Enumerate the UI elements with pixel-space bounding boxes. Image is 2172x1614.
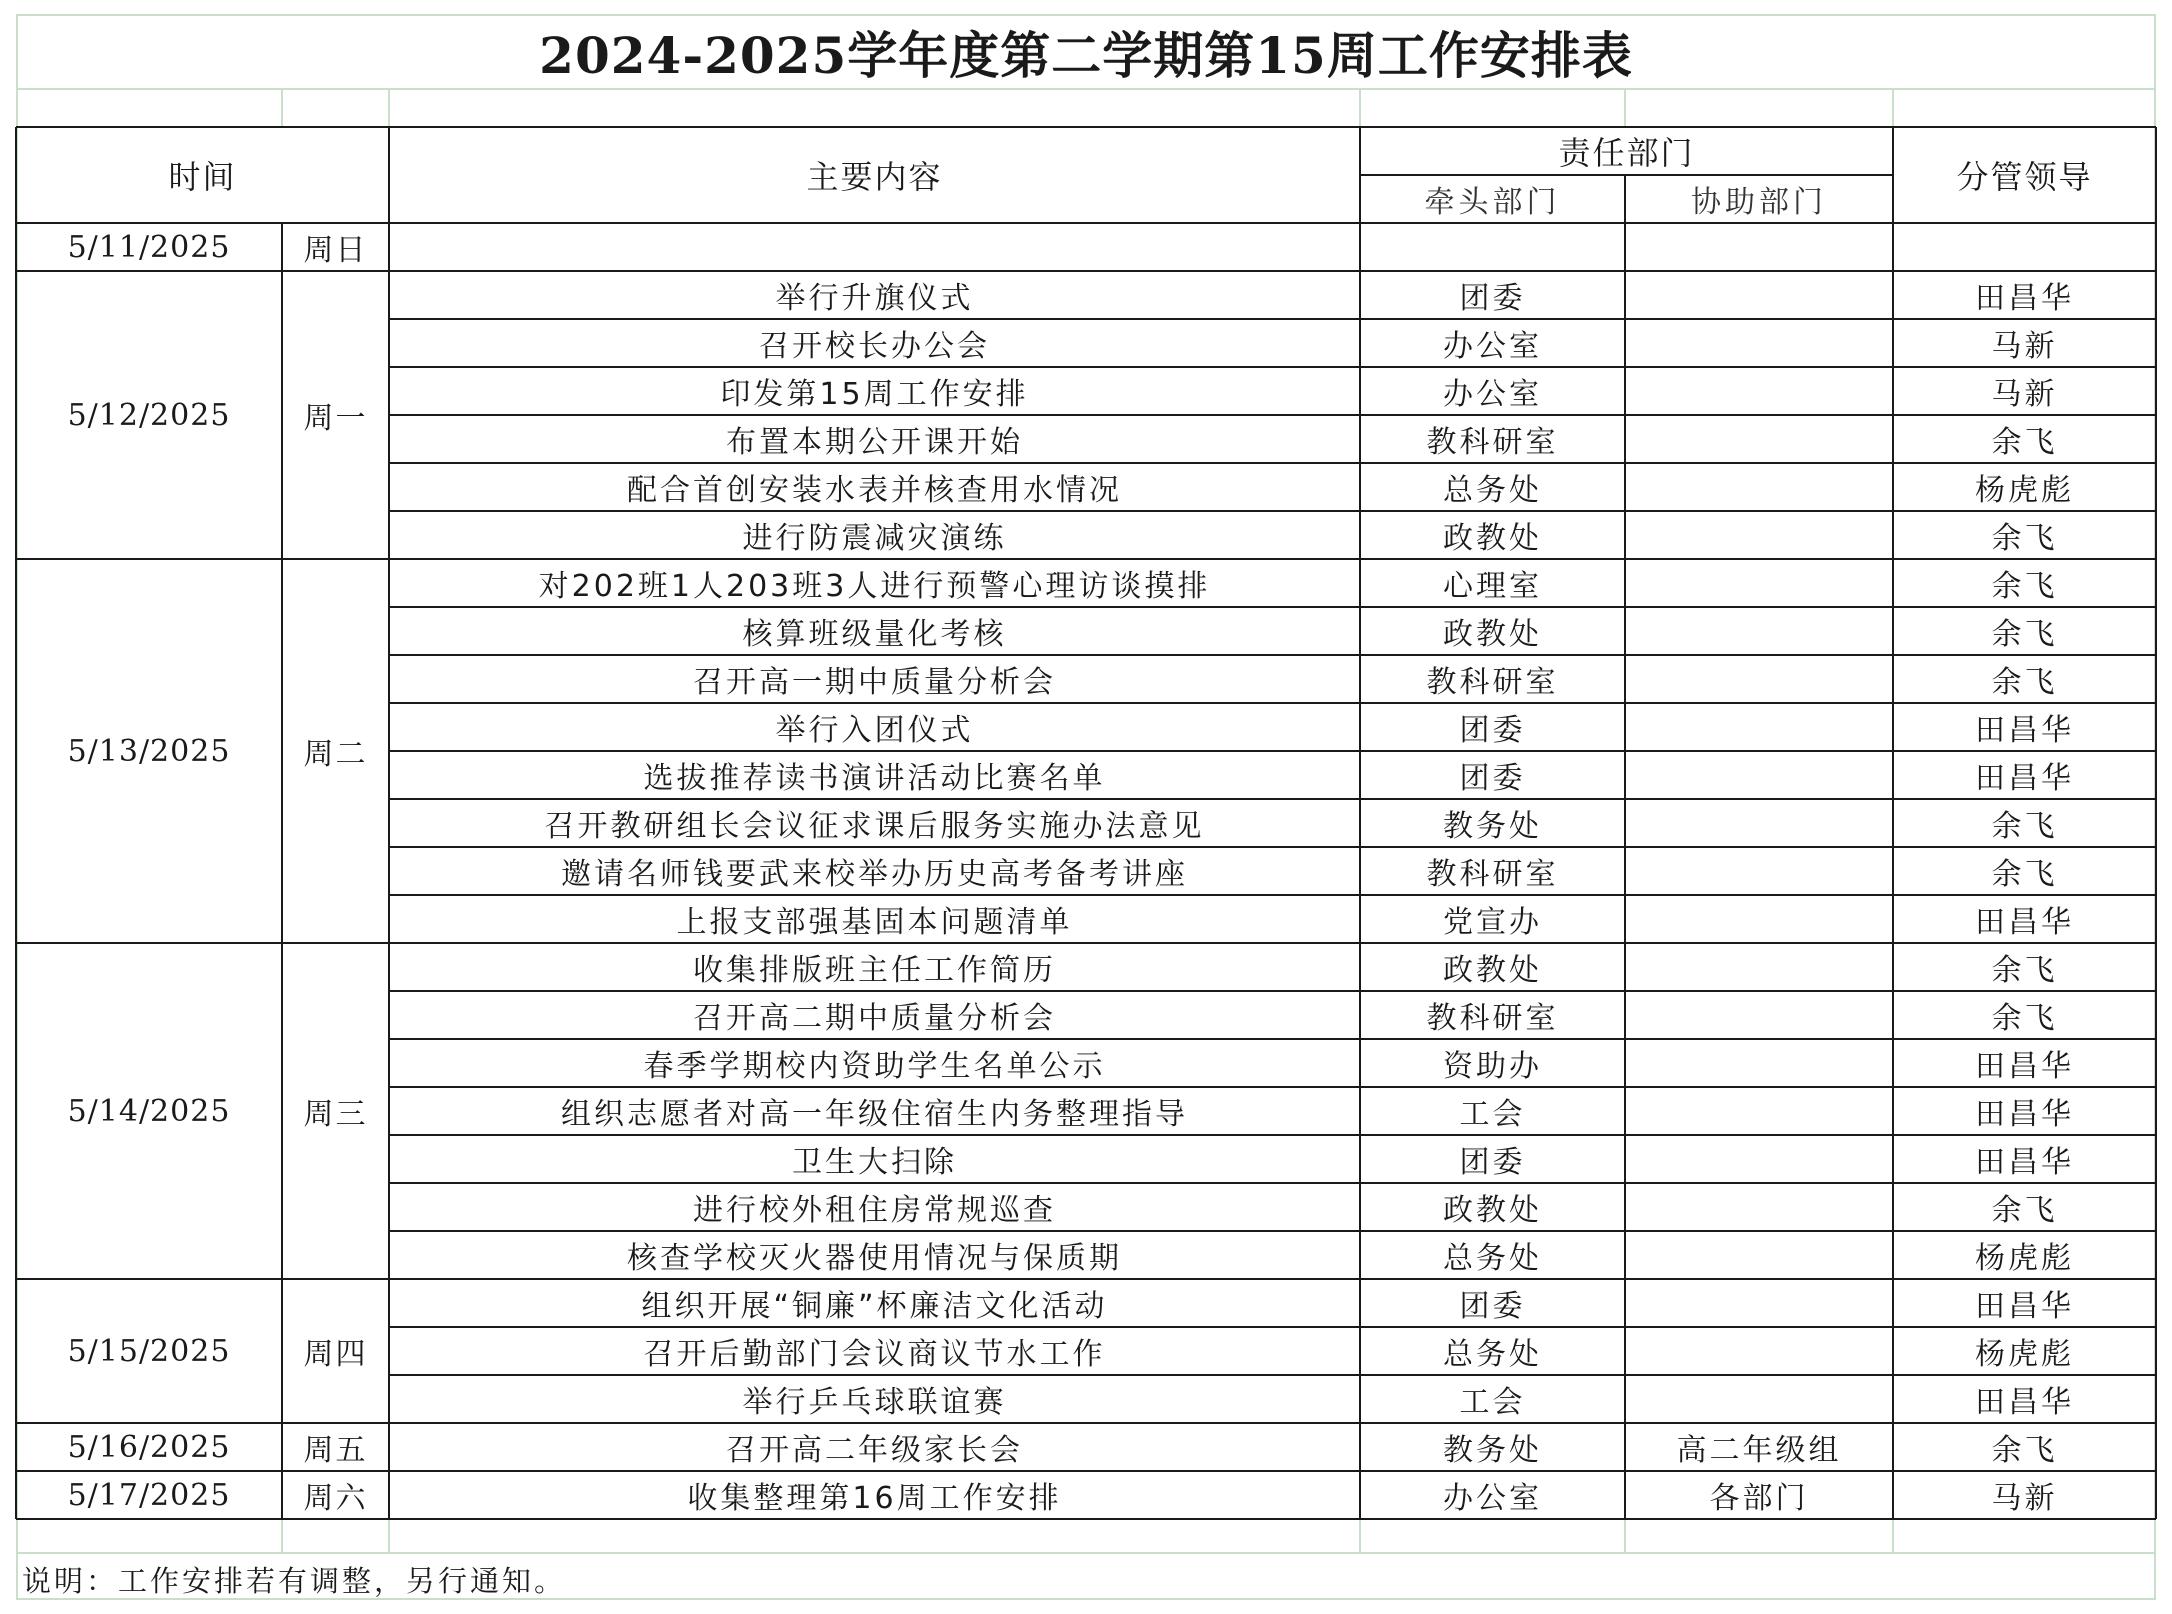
assist-dept (1625, 847, 1893, 895)
header-assist-dept: 协助部门 (1691, 185, 1827, 220)
lead-dept: 总务处 (1443, 1241, 1542, 1276)
leader-name: 田昌华 (1975, 1145, 2074, 1180)
assist-dept (1625, 1087, 1893, 1135)
leader-name: 杨虎彪 (1975, 473, 2074, 508)
lead-dept: 党宣办 (1443, 905, 1542, 940)
day-date: 5/11/2025 (67, 229, 231, 265)
day-date: 5/14/2025 (67, 1093, 231, 1129)
table-border (389, 462, 2156, 464)
assist-dept (1625, 1039, 1893, 1087)
table-border (389, 894, 2156, 896)
lead-dept: 政教处 (1443, 953, 1542, 988)
lead-dept: 教科研室 (1426, 857, 1559, 892)
assist-dept: 各部门 (1709, 1481, 1809, 1516)
assist-dept (1625, 559, 1893, 607)
leader-name: 田昌华 (1975, 713, 2074, 748)
task-content: 召开校长办公会 (759, 329, 990, 364)
day-weekday: 周一 (303, 401, 368, 436)
day-weekday: 周四 (303, 1337, 368, 1372)
task-content: 春季学期校内资助学生名单公示 (643, 1049, 1106, 1084)
table-border (389, 846, 2156, 848)
table-border (389, 1086, 2156, 1088)
assist-dept (1625, 799, 1893, 847)
leader-name: 余飞 (1991, 953, 2058, 988)
task-content: 配合首创安装水表并核查用水情况 (627, 473, 1122, 508)
leader-name: 马新 (1991, 1481, 2058, 1516)
grid-line (16, 1552, 2156, 1554)
day-weekday: 周三 (303, 1097, 368, 1132)
leader-name (1893, 223, 2156, 271)
task-content: 举行升旗仪式 (775, 281, 974, 316)
day-date: 5/16/2025 (67, 1429, 231, 1465)
lead-dept: 办公室 (1443, 377, 1542, 412)
assist-dept (1625, 943, 1893, 991)
lead-dept: 教务处 (1443, 809, 1542, 844)
lead-dept: 工会 (1459, 1097, 1526, 1132)
leader-name: 余飞 (1991, 1433, 2058, 1468)
lead-dept: 团委 (1459, 1145, 1526, 1180)
day-weekday: 周二 (303, 737, 368, 772)
day-date: 5/12/2025 (67, 397, 231, 433)
grid-line (1892, 1519, 1894, 1552)
leader-name: 田昌华 (1975, 905, 2074, 940)
task-content: 核算班级量化考核 (742, 617, 1007, 652)
assist-dept (1625, 271, 1893, 319)
leader-name: 余飞 (1991, 569, 2058, 604)
lead-dept: 教科研室 (1426, 425, 1559, 460)
task-content: 举行入团仪式 (775, 713, 974, 748)
grid-line (1624, 88, 1626, 127)
lead-dept: 团委 (1459, 713, 1526, 748)
table-border (389, 702, 2156, 704)
grid-line (16, 1598, 2156, 1600)
task-content: 举行乒乓球联谊赛 (742, 1385, 1007, 1420)
task-content: 组织志愿者对高一年级住宿生内务整理指导 (561, 1097, 1188, 1132)
footnote: 说明：工作安排若有调整，另行通知。 (22, 1563, 567, 1598)
day-date: 5/15/2025 (67, 1333, 231, 1369)
assist-dept (1625, 895, 1893, 943)
task-content: 收集整理第16周工作安排 (687, 1481, 1062, 1516)
grid-line (16, 88, 2156, 90)
leader-name: 余飞 (1991, 1193, 2058, 1228)
task-content: 收集排版班主任工作简历 (693, 953, 1056, 988)
leader-name: 余飞 (1991, 617, 2058, 652)
leader-name: 余飞 (1991, 857, 2058, 892)
task-content: 选拔推荐读书演讲活动比赛名单 (643, 761, 1106, 796)
assist-dept (1625, 1327, 1893, 1375)
task-content: 组织开展“铜廉”杯廉洁文化活动 (641, 1289, 1108, 1324)
assist-dept (1625, 1135, 1893, 1183)
lead-dept: 教科研室 (1426, 1001, 1559, 1036)
table-border (389, 1374, 2156, 1376)
leader-name: 田昌华 (1975, 1097, 2074, 1132)
task-content: 召开后勤部门会议商议节水工作 (643, 1337, 1106, 1372)
assist-dept (1625, 1375, 1893, 1423)
assist-dept (1625, 655, 1893, 703)
task-content: 进行校外租住房常规巡查 (693, 1193, 1056, 1228)
assist-dept (1625, 367, 1893, 415)
lead-dept: 政教处 (1443, 1193, 1542, 1228)
assist-dept (1625, 1183, 1893, 1231)
grid-line (1359, 1519, 1361, 1552)
leader-name: 田昌华 (1975, 1385, 2074, 1420)
assist-dept (1625, 607, 1893, 655)
task-content: 邀请名师钱要武来校举办历史高考备考讲座 (561, 857, 1188, 892)
lead-dept: 团委 (1459, 1289, 1526, 1324)
grid-line (281, 1519, 283, 1552)
header-time: 时间 (168, 158, 237, 196)
leader-name: 杨虎彪 (1975, 1241, 2074, 1276)
lead-dept: 教务处 (1443, 1433, 1542, 1468)
task-content: 召开高二期中质量分析会 (693, 1001, 1056, 1036)
assist-dept (1625, 1279, 1893, 1327)
task-content: 召开高二年级家长会 (726, 1433, 1023, 1468)
lead-dept: 团委 (1459, 761, 1526, 796)
leader-name: 田昌华 (1975, 1289, 2074, 1324)
leader-name: 余飞 (1991, 1001, 2058, 1036)
task-content: 召开教研组长会议征求课后服务实施办法意见 (544, 809, 1205, 844)
table-border (389, 990, 2156, 992)
grid-line (388, 1519, 390, 1552)
table-border (389, 654, 2156, 656)
lead-dept: 政教处 (1443, 521, 1542, 556)
lead-dept: 工会 (1459, 1385, 1526, 1420)
day-weekday: 周六 (303, 1481, 368, 1516)
table-border (389, 1230, 2156, 1232)
table-border (389, 366, 2156, 368)
grid-line (1892, 88, 1894, 127)
table-border (389, 750, 2156, 752)
page-title: 2024-2025学年度第二学期第15周工作安排表 (539, 26, 1633, 85)
day-date: 5/17/2025 (67, 1477, 231, 1513)
table-border (389, 1182, 2156, 1184)
task-content: 核查学校灭火器使用情况与保质期 (627, 1241, 1122, 1276)
grid-line (1624, 1519, 1626, 1552)
task-content: 上报支部强基固本问题清单 (676, 905, 1073, 940)
assist-dept (1625, 1231, 1893, 1279)
lead-dept: 心理室 (1443, 569, 1542, 604)
leader-name: 杨虎彪 (1975, 1337, 2074, 1372)
leader-name: 田昌华 (1975, 281, 2074, 316)
grid-line (388, 88, 390, 127)
header-content: 主要内容 (806, 158, 943, 196)
task-content: 布置本期公开课开始 (726, 425, 1023, 460)
leader-name: 马新 (1991, 329, 2058, 364)
task-content: 对202班1人203班3人进行预警心理访谈摸排 (538, 569, 1211, 604)
lead-dept: 教科研室 (1426, 665, 1559, 700)
assist-dept (1625, 319, 1893, 367)
table-border (389, 798, 2156, 800)
table-border (389, 1326, 2156, 1328)
assist-dept (1625, 223, 1893, 271)
task-content (389, 223, 1360, 271)
leader-name: 田昌华 (1975, 761, 2074, 796)
table-border (389, 1134, 2156, 1136)
grid-line (16, 14, 2156, 16)
leader-name: 余飞 (1991, 425, 2058, 460)
leader-name: 余飞 (1991, 809, 2058, 844)
lead-dept: 政教处 (1443, 617, 1542, 652)
assist-dept (1625, 463, 1893, 511)
lead-dept: 办公室 (1443, 329, 1542, 364)
assist-dept (1625, 703, 1893, 751)
header-lead-dept: 牵头部门 (1424, 185, 1561, 220)
leader-name: 余飞 (1991, 521, 2058, 556)
task-content: 召开高一期中质量分析会 (693, 665, 1056, 700)
leader-name: 马新 (1991, 377, 2058, 412)
table-border (389, 606, 2156, 608)
lead-dept: 团委 (1459, 281, 1526, 316)
lead-dept: 总务处 (1443, 1337, 1542, 1372)
table-border (389, 318, 2156, 320)
assist-dept (1625, 751, 1893, 799)
table-border (389, 1038, 2156, 1040)
table-border (16, 126, 2156, 128)
lead-dept: 办公室 (1443, 1481, 1542, 1516)
day-weekday: 周五 (303, 1433, 368, 1468)
lead-dept (1360, 223, 1625, 271)
table-border (1360, 174, 1893, 176)
day-weekday: 周日 (303, 233, 368, 268)
grid-line (281, 88, 283, 127)
assist-dept: 高二年级组 (1676, 1433, 1842, 1468)
header-leader: 分管领导 (1956, 158, 2093, 196)
task-content: 进行防震减灾演练 (742, 521, 1007, 556)
day-date: 5/13/2025 (67, 733, 231, 769)
leader-name: 余飞 (1991, 665, 2058, 700)
lead-dept: 总务处 (1443, 473, 1542, 508)
grid-line (1359, 88, 1361, 127)
assist-dept (1625, 415, 1893, 463)
task-content: 印发第15周工作安排 (720, 377, 1029, 412)
leader-name: 田昌华 (1975, 1049, 2074, 1084)
header-dept: 责任部门 (1558, 134, 1695, 172)
table-border (389, 510, 2156, 512)
task-content: 卫生大扫除 (792, 1145, 957, 1180)
assist-dept (1625, 511, 1893, 559)
lead-dept: 资助办 (1443, 1049, 1542, 1084)
assist-dept (1625, 991, 1893, 1039)
table-border (389, 414, 2156, 416)
